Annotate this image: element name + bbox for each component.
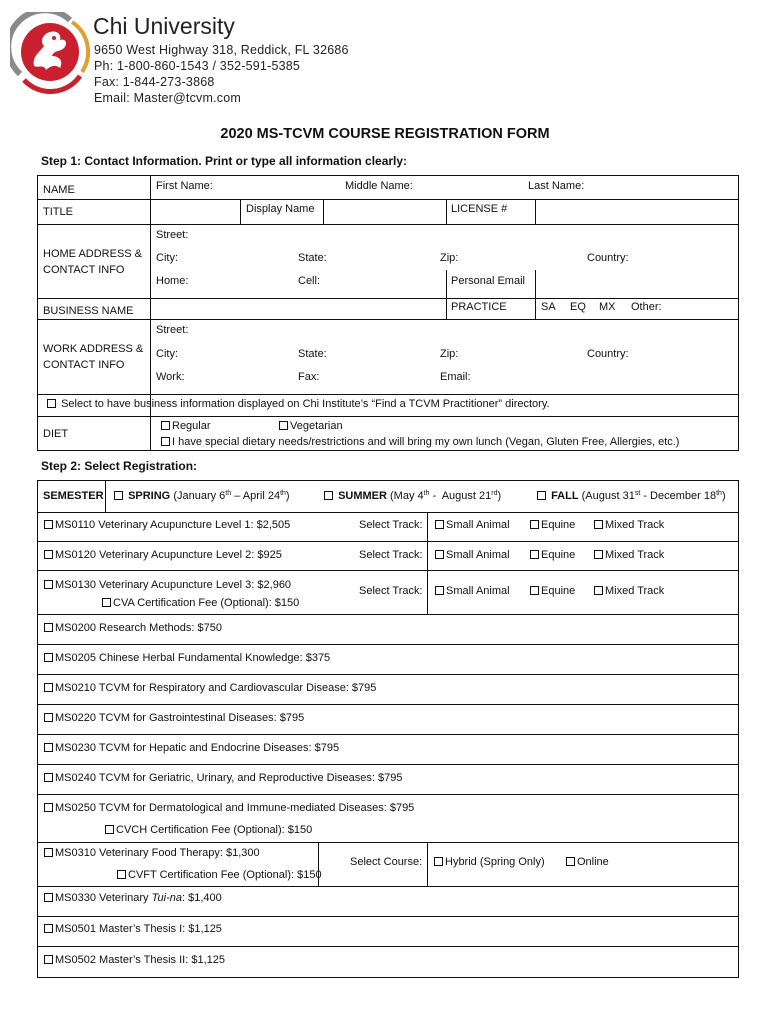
course-ms0110-label: MS0110 Veterinary Acupuncture Level 1: $2,505: [55, 519, 291, 531]
track-equine[interactable]: [530, 519, 575, 532]
course-ms0240-label: MS0240 TCVM for Geriatric, Urinary, and Reproductive Diseases: $795: [55, 772, 403, 784]
checkbox-icon[interactable]: [44, 653, 53, 662]
checkbox-icon[interactable]: [105, 825, 114, 834]
track-small-animal[interactable]: [435, 585, 510, 598]
checkbox-icon[interactable]: [279, 421, 288, 430]
course-ms0120-label: MS0120 Veterinary Acupuncture Level 2: $925: [55, 549, 282, 561]
org-phone: Ph: 1-800-860-1543 / 352-591-5385: [94, 59, 301, 73]
track-mixed[interactable]: [594, 519, 664, 532]
course-ms0200-label: MS0200 Research Methods: $750: [55, 622, 222, 634]
spring-label: SPRING: [128, 490, 171, 502]
home-country-field[interactable]: Country:: [587, 252, 629, 264]
university-logo: [10, 12, 90, 94]
track-small-animal-label: Small Animal: [446, 585, 510, 597]
course-ms0502-label: MS0502 Master’s Thesis II: $1,125: [55, 954, 225, 966]
fall-label: FALL: [551, 490, 579, 502]
course-ms0220[interactable]: [44, 712, 304, 725]
spring-dates: (January 6th – April 24th): [173, 490, 290, 502]
cell-phone-field[interactable]: Cell:: [298, 275, 321, 287]
select-track-label: Select Track:: [359, 519, 423, 531]
checkbox-icon[interactable]: [44, 803, 53, 812]
course-format-online[interactable]: [566, 856, 609, 869]
work-city-field[interactable]: City:: [156, 348, 178, 360]
diet-regular-option[interactable]: [161, 420, 211, 433]
checkbox-icon[interactable]: [161, 421, 170, 430]
checkbox-icon[interactable]: [44, 550, 53, 559]
checkbox-icon[interactable]: [44, 773, 53, 782]
middle-name-field[interactable]: Middle Name:: [345, 180, 413, 192]
diet-regular-label: Regular: [172, 420, 211, 432]
cvch-fee-option[interactable]: [105, 824, 312, 837]
diet-label: DIET: [43, 428, 69, 440]
dragon-seal-icon: [10, 12, 90, 94]
course-format-hybrid-label: Hybrid (Spring Only): [445, 856, 545, 868]
checkbox-icon[interactable]: [44, 580, 53, 589]
track-mixed[interactable]: [594, 549, 664, 562]
title-field[interactable]: [151, 200, 240, 223]
course-ms0250[interactable]: [44, 802, 414, 815]
checkbox-icon[interactable]: [530, 550, 539, 559]
course-ms0230-label: MS0230 TCVM for Hepatic and Endocrine Diseases: $795: [55, 742, 340, 754]
checkbox-icon[interactable]: [44, 924, 53, 933]
work-contact-label: CONTACT INFO: [43, 359, 125, 371]
checkbox-icon[interactable]: [44, 520, 53, 529]
checkbox-icon[interactable]: [537, 491, 546, 500]
select-track-label: Select Track:: [359, 549, 423, 561]
checkbox-icon[interactable]: [594, 586, 603, 595]
track-equine-label: Equine: [541, 549, 576, 561]
home-phone-field[interactable]: Home:: [156, 275, 189, 287]
practice-label: PRACTICE: [451, 301, 507, 313]
step1-heading: Step 1: Contact Information. Print or type all information clearly:: [41, 154, 408, 168]
checkbox-icon[interactable]: [44, 713, 53, 722]
track-mixed-label: Mixed Track: [605, 549, 665, 561]
select-course-label: Select Course:: [350, 856, 423, 868]
course-ms0220-label: MS0220 TCVM for Gastrointestinal Diseases: $795: [55, 712, 305, 724]
checkbox-icon[interactable]: [44, 623, 53, 632]
checkbox-icon[interactable]: [47, 399, 56, 408]
course-ms0230[interactable]: [44, 742, 339, 755]
course-ms0250-label: MS0250 TCVM for Dermatological and Immune-mediated Diseases: $795: [55, 802, 415, 814]
practice-option-other[interactable]: Other:: [631, 301, 662, 313]
track-small-animal-label: Small Animal: [446, 549, 510, 561]
org-name: Chi University: [93, 13, 235, 39]
course-ms0502[interactable]: [44, 954, 225, 967]
checkbox-icon[interactable]: [530, 586, 539, 595]
course-ms0330-italic: Tui-na: [151, 892, 182, 904]
summer-semester-option[interactable]: [324, 490, 501, 503]
cvch-fee-label: CVCH Certification Fee (Optional): $150: [116, 824, 313, 836]
practice-option-sa[interactable]: SA: [541, 301, 556, 313]
diet-vegetarian-label: Vegetarian: [290, 420, 343, 432]
checkbox-icon[interactable]: [435, 520, 444, 529]
checkbox-icon[interactable]: [324, 491, 333, 500]
course-ms0501[interactable]: [44, 923, 222, 936]
work-phone-field[interactable]: Work:: [156, 371, 185, 383]
home-address-label: HOME ADDRESS &: [43, 248, 143, 260]
course-ms0501-label: MS0501 Master’s Thesis I: $1,125: [55, 923, 222, 935]
track-small-animal[interactable]: [435, 549, 510, 562]
name-label: NAME: [43, 184, 75, 196]
home-state-field[interactable]: State:: [298, 252, 327, 264]
checkbox-icon[interactable]: [44, 893, 53, 902]
checkbox-icon[interactable]: [435, 550, 444, 559]
practice-option-eq[interactable]: EQ: [570, 301, 586, 313]
checkbox-icon[interactable]: [117, 870, 126, 879]
spring-semester-option[interactable]: [114, 490, 290, 503]
work-email-field[interactable]: Email:: [440, 371, 471, 383]
cvft-fee-label: CVFT Certification Fee (Optional): $150: [128, 869, 322, 881]
track-equine-label: Equine: [541, 519, 576, 531]
checkbox-icon[interactable]: [44, 743, 53, 752]
course-ms0205-label: MS0205 Chinese Herbal Fundamental Knowledge: $375: [55, 652, 331, 664]
last-name-field[interactable]: Last Name:: [528, 180, 585, 192]
org-email: Email: Master@tcvm.com: [94, 91, 241, 105]
diet-vegetarian-option[interactable]: [279, 420, 343, 433]
work-address-label: WORK ADDRESS &: [43, 343, 144, 355]
select-track-label: Select Track:: [359, 585, 423, 597]
track-small-animal-label: Small Animal: [446, 519, 510, 531]
semester-label: SEMESTER: [43, 490, 104, 502]
course-ms0210[interactable]: [44, 682, 376, 695]
fall-semester-option[interactable]: [537, 490, 726, 503]
home-street-field[interactable]: Street:: [156, 229, 189, 241]
business-name-field[interactable]: [151, 299, 446, 318]
course-ms0130[interactable]: [44, 579, 291, 592]
track-small-animal[interactable]: [435, 519, 510, 532]
checkbox-icon[interactable]: [594, 520, 603, 529]
track-mixed[interactable]: [594, 585, 664, 598]
org-address: 9650 West Highway 318, Reddick, FL 32686: [94, 43, 349, 57]
license-label: LICENSE #: [451, 203, 508, 215]
personal-email-field[interactable]: [536, 271, 738, 297]
course-ms0310[interactable]: [44, 847, 260, 860]
checkbox-icon[interactable]: [114, 491, 123, 500]
course-ms0330-prefix: MS0330 Veterinary: [55, 892, 152, 904]
checkbox-icon[interactable]: [530, 520, 539, 529]
course-format-hybrid[interactable]: [434, 856, 545, 869]
course-ms0200[interactable]: [44, 622, 222, 635]
directory-option-label: Select to have business information displayed on Chi Institute’s “Find a TCVM Practitioner” directory.: [61, 398, 550, 410]
work-street-field[interactable]: Street:: [156, 324, 189, 336]
track-equine-label: Equine: [541, 585, 576, 597]
course-ms0110[interactable]: [44, 519, 290, 532]
work-fax-field[interactable]: Fax:: [298, 371, 320, 383]
cvft-fee-option[interactable]: [117, 869, 322, 882]
course-format-online-label: Online: [577, 856, 609, 868]
course-ms0330-suffix: : $1,400: [182, 892, 222, 904]
summer-dates: (May 4th - August 21rd): [390, 490, 502, 502]
course-ms0120[interactable]: [44, 549, 282, 562]
form-title: 2020 MS-TCVM COURSE REGISTRATION FORM: [220, 126, 550, 142]
personal-email-label: Personal Email: [451, 275, 525, 287]
work-zip-field[interactable]: Zip:: [440, 348, 459, 360]
first-name-field[interactable]: First Name:: [156, 180, 213, 192]
display-name-field[interactable]: [324, 200, 446, 223]
checkbox-icon[interactable]: [44, 848, 53, 857]
course-ms0130-label: MS0130 Veterinary Acupuncture Level 3: $2,960: [55, 579, 292, 591]
work-state-field[interactable]: State:: [298, 348, 327, 360]
org-fax: Fax: 1-844-273-3868: [94, 75, 215, 89]
home-zip-field[interactable]: Zip:: [440, 252, 459, 264]
checkbox-icon[interactable]: [44, 955, 53, 964]
checkbox-icon[interactable]: [102, 598, 111, 607]
cva-fee-label: CVA Certification Fee (Optional): $150: [113, 597, 300, 609]
course-ms0330[interactable]: [44, 892, 222, 905]
diet-special-option[interactable]: [161, 436, 679, 449]
checkbox-icon[interactable]: [161, 437, 170, 446]
diet-special-label: I have special dietary needs/restrictions and will bring my own lunch (Vegan, Gluten Free, Allergies, etc.): [172, 436, 680, 448]
course-ms0240[interactable]: [44, 772, 402, 785]
track-equine[interactable]: [530, 585, 575, 598]
fall-dates: (August 31st - December 18th): [581, 490, 726, 502]
practice-option-mx[interactable]: MX: [599, 301, 616, 313]
summer-label: SUMMER: [338, 490, 387, 502]
course-ms0310-label: MS0310 Veterinary Food Therapy: $1,300: [55, 847, 260, 859]
track-mixed-label: Mixed Track: [605, 585, 665, 597]
title-label: TITLE: [43, 206, 73, 218]
home-contact-label: CONTACT INFO: [43, 264, 125, 276]
home-city-field[interactable]: City:: [156, 252, 178, 264]
step2-heading: Step 2: Select Registration:: [41, 459, 198, 473]
business-name-label: BUSINESS NAME: [43, 305, 134, 317]
cva-fee-option[interactable]: [102, 597, 299, 610]
course-ms0210-label: MS0210 TCVM for Respiratory and Cardiovascular Disease: $795: [55, 682, 377, 694]
directory-option[interactable]: [47, 398, 550, 411]
track-mixed-label: Mixed Track: [605, 519, 665, 531]
checkbox-icon[interactable]: [434, 857, 443, 866]
checkbox-icon[interactable]: [435, 586, 444, 595]
course-ms0205[interactable]: [44, 652, 330, 665]
work-country-field[interactable]: Country:: [587, 348, 629, 360]
checkbox-icon[interactable]: [594, 550, 603, 559]
checkbox-icon[interactable]: [44, 683, 53, 692]
track-equine[interactable]: [530, 549, 575, 562]
display-name-label: Display Name: [246, 203, 315, 215]
checkbox-icon[interactable]: [566, 857, 575, 866]
license-field[interactable]: [536, 200, 738, 223]
